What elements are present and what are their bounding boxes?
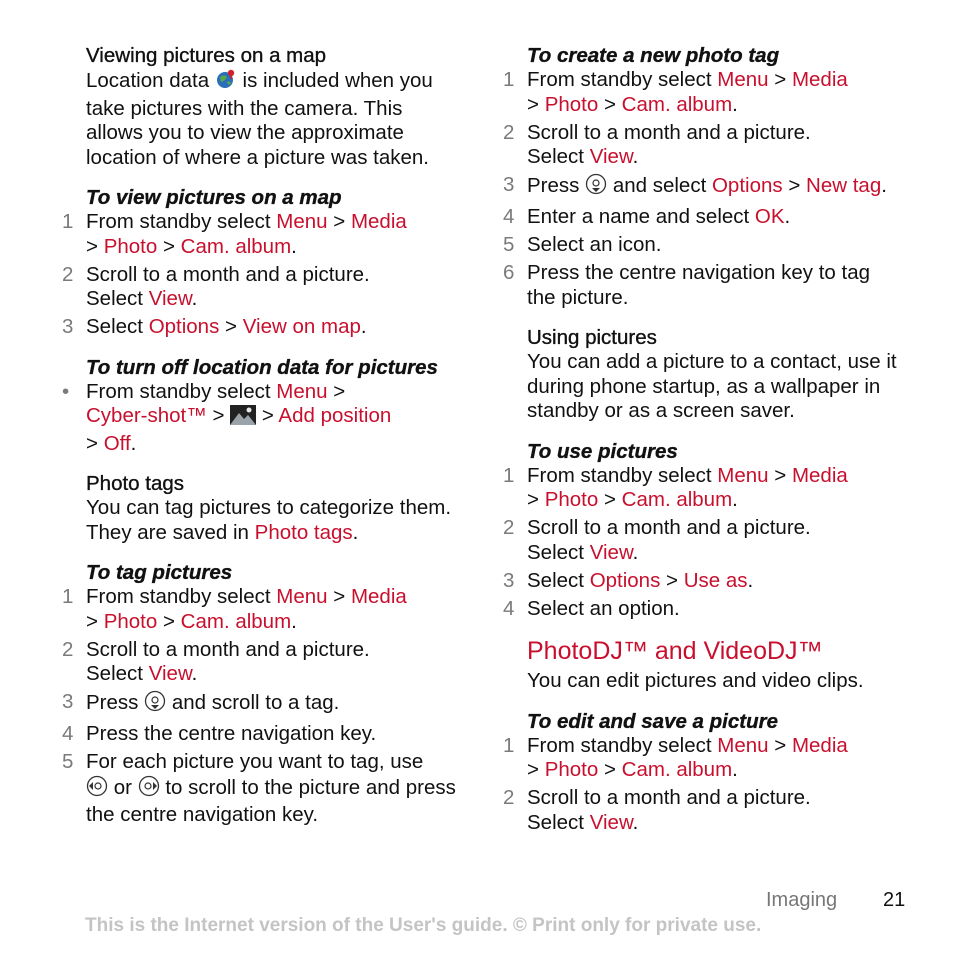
- step-1: 1 From standby select Menu > Media > Photo > Cam. album.: [503, 68, 848, 116]
- view-link[interactable]: View: [589, 145, 633, 168]
- cyber-shot-link[interactable]: Cyber-shot™: [86, 404, 207, 427]
- step-3: 3 Select Options > Use as.: [503, 568, 754, 592]
- menu-link[interactable]: Menu: [717, 463, 769, 487]
- view-link[interactable]: View: [589, 810, 633, 834]
- options-link[interactable]: Options: [148, 315, 220, 338]
- heading-tag-pictures: To tag pictures: [86, 561, 233, 584]
- section-new-photo-tag: [503, 44, 903, 310]
- photo-tags-link[interactable]: Photo tags: [254, 520, 353, 544]
- off-link[interactable]: Off: [103, 431, 131, 455]
- page-number: 21: [883, 889, 906, 911]
- section-turn-off-location: [62, 356, 462, 457]
- steps-tag-pictures: [62, 585, 462, 828]
- step-4: 4 Select an option.: [503, 596, 680, 620]
- photo-link[interactable]: Photo: [103, 234, 158, 258]
- step-1: 1 From standby select Menu > Media > Photo > Cam. album.: [503, 733, 848, 781]
- step-2: 2 Scroll to a month and a picture. Select View.: [62, 637, 370, 685]
- nav-down-icon: [144, 690, 166, 719]
- nav-right-icon: [138, 775, 160, 804]
- ok-link[interactable]: OK: [754, 205, 785, 228]
- heading-photo-tags: Photo tags: [86, 472, 185, 495]
- steps-use-pictures: [503, 464, 903, 622]
- view-on-map-link[interactable]: View on map: [242, 315, 361, 338]
- section-photodj: [503, 637, 903, 694]
- step-2: 2 Scroll to a month and a picture. Select View.: [503, 120, 811, 168]
- section-viewing-map: [62, 44, 462, 170]
- section-view-on-map: [62, 186, 462, 340]
- photo-link[interactable]: Photo: [103, 609, 158, 633]
- nav-down-icon: [585, 173, 607, 202]
- camera-settings-icon: [230, 405, 256, 432]
- step-3: 3 Press and scroll to a tag.: [62, 690, 462, 719]
- view-link[interactable]: View: [589, 540, 633, 564]
- cam-album-link[interactable]: Cam. album: [621, 92, 733, 116]
- heading-using-pictures: Using pictures: [527, 326, 657, 349]
- media-link[interactable]: Media: [791, 733, 848, 757]
- menu-link[interactable]: Menu: [717, 68, 769, 91]
- media-link[interactable]: Media: [791, 68, 848, 91]
- view-link[interactable]: View: [148, 662, 192, 685]
- add-position-link[interactable]: Add position: [278, 404, 392, 427]
- menu-link[interactable]: Menu: [276, 210, 328, 233]
- photo-link[interactable]: Photo: [544, 92, 599, 116]
- step-2: 2 Scroll to a month and a picture. Select View.: [503, 516, 811, 564]
- section-tag-pictures: [62, 561, 462, 828]
- cam-album-link[interactable]: Cam. album: [180, 609, 292, 633]
- photo-link[interactable]: Photo: [544, 758, 599, 781]
- cam-album-link[interactable]: Cam. album: [180, 234, 292, 258]
- cam-album-link[interactable]: Cam. album: [621, 488, 733, 511]
- bullet-item: • From standby select Menu > Cyber-shot™ > > Add position > Off.: [62, 379, 392, 455]
- step-3: 3 Select Options > View on map.: [62, 315, 367, 338]
- steps-edit-save-picture: [503, 734, 903, 836]
- menu-link[interactable]: Menu: [276, 585, 328, 608]
- right-column: [503, 44, 903, 851]
- step-5: 5 For each picture you want to tag, use or to scroll to the picture and press the centre navigation key.: [62, 750, 456, 826]
- heading-turn-off-location: To turn off location data for pictures: [86, 355, 438, 379]
- step-3: 3 Press and select Options > New tag.: [503, 173, 903, 202]
- step-1: 1 From standby select Menu > Media > Photo > Cam. album.: [62, 585, 407, 633]
- location-globe-icon: [215, 68, 237, 97]
- cam-album-link[interactable]: Cam. album: [621, 758, 733, 781]
- heading-new-photo-tag: To create a new photo tag: [527, 44, 780, 67]
- section-use-pictures: [503, 440, 903, 622]
- using-pictures-paragraph: You can add a picture to a contact, use it during phone startup, as a wallpaper in standby or as a screen saver.: [527, 350, 897, 422]
- bullets-turn-off-location: [62, 380, 462, 457]
- step-5: 5 Select an icon.: [503, 233, 662, 256]
- step-2: 2 Scroll to a month and a picture. Select View.: [503, 786, 811, 834]
- step-1: 1 From standby select Menu > Media > Photo > Cam. album.: [503, 463, 848, 511]
- steps-view-on-map: [62, 210, 462, 340]
- section-photo-tags: [62, 472, 462, 545]
- left-column: [62, 44, 462, 844]
- step-2: 2 Scroll to a month and a picture. Select View.: [62, 262, 370, 310]
- view-link[interactable]: View: [148, 287, 192, 310]
- photodj-paragraph: You can edit pictures and video clips.: [527, 669, 864, 692]
- heading-view-on-map: To view pictures on a map: [86, 186, 342, 209]
- menu-link[interactable]: Menu: [276, 379, 328, 403]
- options-link[interactable]: Options: [711, 174, 783, 197]
- section-edit-save-picture: [503, 710, 903, 836]
- step-4: 4 Enter a name and select OK.: [503, 205, 791, 228]
- step-4: 4 Press the centre navigation key.: [62, 722, 377, 745]
- options-link[interactable]: Options: [589, 568, 661, 592]
- media-link[interactable]: Media: [350, 585, 407, 608]
- viewing-map-paragraph: Location data is included when you take pictures with the camera. This allows you to view the approximate location of where a picture was taken.: [86, 69, 433, 169]
- steps-new-photo-tag: [503, 68, 903, 310]
- step-6: 6 Press the centre navigation key to tag the picture.: [503, 261, 871, 309]
- step-1: 1 From standby select Menu > Media > Photo > Cam. album.: [62, 210, 407, 258]
- footer-section-name: Imaging: [766, 889, 838, 911]
- nav-left-icon: [86, 775, 108, 804]
- photo-tags-paragraph: You can tag pictures to categorize them. They are saved in Photo tags.: [86, 496, 452, 544]
- footer-disclaimer: This is the Internet version of the User's guide. © Print only for private use.: [85, 915, 762, 936]
- heading-use-pictures: To use pictures: [527, 439, 678, 463]
- bullet-marker: •: [62, 379, 70, 403]
- menu-link[interactable]: Menu: [717, 733, 769, 757]
- heading-photodj-videodj: PhotoDJ™ and VideoDJ™: [527, 637, 823, 665]
- media-link[interactable]: Media: [791, 463, 848, 487]
- heading-edit-save-picture: To edit and save a picture: [527, 709, 779, 733]
- section-using-pictures: [503, 326, 903, 424]
- new-tag-link[interactable]: New tag: [806, 174, 882, 197]
- photo-link[interactable]: Photo: [544, 488, 599, 511]
- heading-viewing-map: Viewing pictures on a map: [86, 44, 327, 67]
- use-as-link[interactable]: Use as: [683, 568, 748, 592]
- media-link[interactable]: Media: [350, 210, 407, 233]
